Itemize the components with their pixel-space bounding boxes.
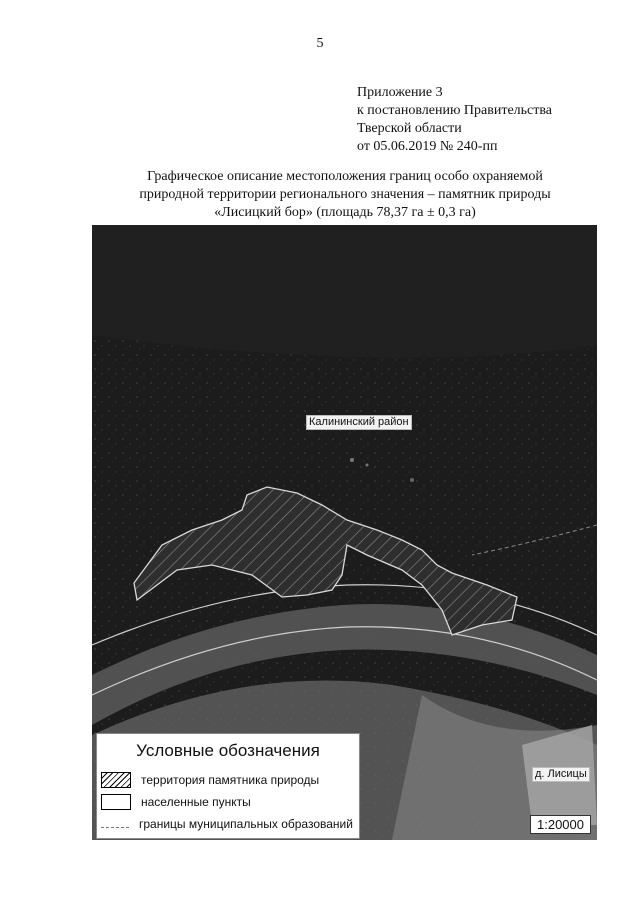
hatched-area-icon	[101, 772, 131, 788]
outlined-box-icon	[101, 794, 131, 810]
appendix-line-4: от 05.06.2019 № 240-пп	[357, 139, 498, 154]
title-line-1: Графическое описание местоположения границ особо охраняемой	[147, 169, 543, 184]
legend-item	[97, 769, 359, 791]
document-title	[95, 168, 595, 222]
legend-item	[97, 813, 359, 835]
legend-item-label: территория памятника природы	[141, 773, 320, 787]
legend-title: Условные обозначения	[136, 741, 320, 760]
map-legend	[96, 733, 360, 839]
appendix-line-1: Приложение 3	[357, 85, 443, 100]
appendix-line-2: к постановлению Правительства	[357, 103, 553, 118]
legend-item	[97, 791, 359, 813]
district-label: Калининский район	[306, 415, 412, 430]
scale-indicator: 1:20000	[530, 815, 591, 834]
legend-item-label: границы муниципальных образований	[139, 817, 353, 831]
title-line-2: природной территории регионального значения – памятник природы	[139, 187, 551, 202]
title-line-3: «Лисицкий бор» (площадь 78,37 га ± 0,3 га)	[214, 205, 476, 220]
page-number: 5	[316, 36, 324, 51]
appendix-line-3: Тверской области	[357, 121, 462, 136]
map-view[interactable]	[92, 225, 597, 840]
village-label: д. Лисицы	[532, 767, 590, 782]
dashed-line-icon	[101, 827, 129, 828]
legend-item-label: населенные пункты	[141, 795, 251, 809]
appendix-header	[357, 84, 552, 156]
